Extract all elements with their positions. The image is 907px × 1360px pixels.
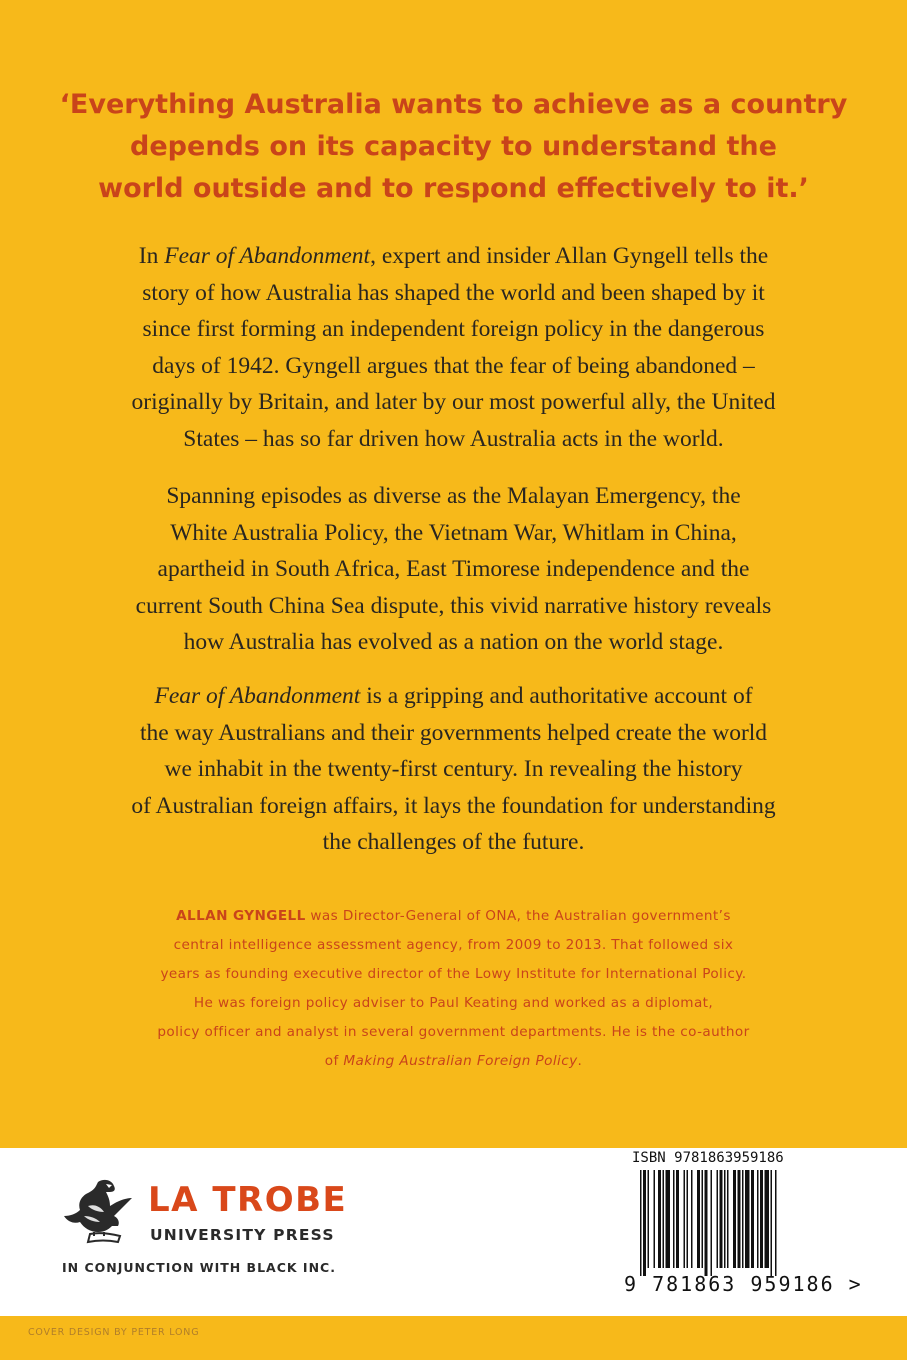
text-line: central intelligence assessment agency, from 2009 to 2013. That followed six <box>173 937 734 953</box>
text-line: States – has so far driven how Australia acts in the world. <box>183 425 724 452</box>
text-line: ALLAN GYNGELL was Director-General of ONA, the Australian government’s <box>176 908 731 924</box>
barcode-number: 9 781863 959186 > <box>624 1272 863 1296</box>
barcode-bar <box>738 1170 741 1268</box>
cover-credit: COVER DESIGN BY PETER LONG <box>28 1327 200 1338</box>
text-line: Fear of Abandonment is a gripping and authoritative account of <box>154 683 753 709</box>
book-title: Fear of Abandonment <box>154 683 361 709</box>
publisher-name: LA TROBE <box>148 1180 348 1220</box>
barcode-bar <box>711 1170 713 1276</box>
barcode-bar <box>705 1170 708 1276</box>
barcode-bar <box>733 1170 736 1268</box>
barcode-bar <box>765 1170 770 1268</box>
pull-quote-line: ‘Everything Australia wants to achieve as a country <box>59 89 848 120</box>
text-line: years as founding executive director of the Lowy Institute for International Policy. <box>160 966 747 982</box>
text-line: we inhabit in the twenty-first century. In revealing the history <box>164 756 743 782</box>
text-line: of Making Australian Foreign Policy. <box>324 1053 583 1069</box>
barcode-bar <box>691 1170 693 1268</box>
text-line: story of how Australia has shaped the world and been shaped by it <box>142 279 765 306</box>
text-line: apartheid in South Africa, East Timorese independence and the <box>157 556 750 582</box>
barcode-bar <box>724 1170 726 1268</box>
author-bio <box>40 902 867 1076</box>
barcode-bar <box>640 1170 642 1276</box>
text-line: He was foreign policy adviser to Paul Keating and worked as a diplomat, <box>193 995 714 1011</box>
barcode-bar <box>666 1170 671 1268</box>
barcode-bar <box>727 1170 729 1268</box>
text-line: how Australia has evolved as a nation on the world stage. <box>183 629 724 655</box>
text-line: White Australia Policy, the Vietnam War, Whitlam in China, <box>170 519 737 546</box>
publisher-panel <box>0 1148 907 1316</box>
barcode-bar <box>654 1170 656 1268</box>
book-title: Making Australian Foreign Policy <box>343 1053 578 1069</box>
barcode-bar <box>643 1170 646 1276</box>
text-line: of Australian foreign affairs, it lays the foundation for understanding <box>131 792 776 819</box>
barcode <box>618 1148 863 1316</box>
book-title: Fear of Abandonment <box>164 243 371 269</box>
barcode-bar <box>702 1170 704 1268</box>
text-line: policy officer and analyst in several government departments. He is the co-author <box>157 1024 750 1040</box>
barcode-bar <box>745 1170 750 1268</box>
author-name: ALLAN GYNGELL <box>176 908 306 924</box>
barcode-bar <box>658 1170 661 1268</box>
text-line: days of 1942. Gyngell argues that the fear of being abandoned – <box>152 352 755 379</box>
conjunction-line: IN CONJUNCTION WITH BLACK INC. <box>62 1260 336 1275</box>
isbn-label: ISBN 9781863959186 <box>632 1150 784 1166</box>
barcode-bar <box>673 1170 675 1268</box>
text-line: current South China Sea dispute, this vivid narrative history reveals <box>135 592 772 619</box>
blurb-paragraph-2 <box>40 478 867 661</box>
text-line: since first forming an independent foreign policy in the dangerous <box>142 316 765 342</box>
barcode-bar <box>687 1170 689 1268</box>
barcode-bar <box>771 1170 773 1276</box>
eagle-icon <box>60 1176 142 1248</box>
pull-quote <box>40 84 867 210</box>
barcode-bar <box>684 1170 686 1268</box>
pull-quote-line: world outside and to respond effectively to it.’ <box>98 173 809 204</box>
barcode-bar <box>742 1170 744 1268</box>
barcode-bar <box>676 1170 679 1268</box>
barcode-bar <box>775 1170 777 1276</box>
barcode-bars <box>636 1170 840 1278</box>
publisher-subtitle: UNIVERSITY PRESS <box>150 1226 335 1244</box>
barcode-bar <box>720 1170 723 1268</box>
blurb-paragraph-1 <box>40 238 867 457</box>
blurb-paragraph-3 <box>40 678 867 861</box>
text-line: In Fear of Abandonment, expert and insider Allan Gyngell tells the <box>138 243 769 269</box>
barcode-bar <box>760 1170 763 1268</box>
barcode-bar <box>648 1170 650 1268</box>
barcode-bar <box>757 1170 759 1268</box>
barcode-bar <box>717 1170 719 1268</box>
barcode-bar <box>663 1170 665 1268</box>
text-line: originally by Britain, and later by our most powerful ally, the United <box>131 389 776 415</box>
pull-quote-line: depends on its capacity to understand the <box>130 131 777 162</box>
barcode-bar <box>751 1170 754 1268</box>
text-line: Spanning episodes as diverse as the Malayan Emergency, the <box>166 483 741 509</box>
text-line: the challenges of the future. <box>322 829 585 855</box>
barcode-bar <box>697 1170 700 1268</box>
text-line: the way Australians and their governments helped create the world <box>139 719 768 746</box>
